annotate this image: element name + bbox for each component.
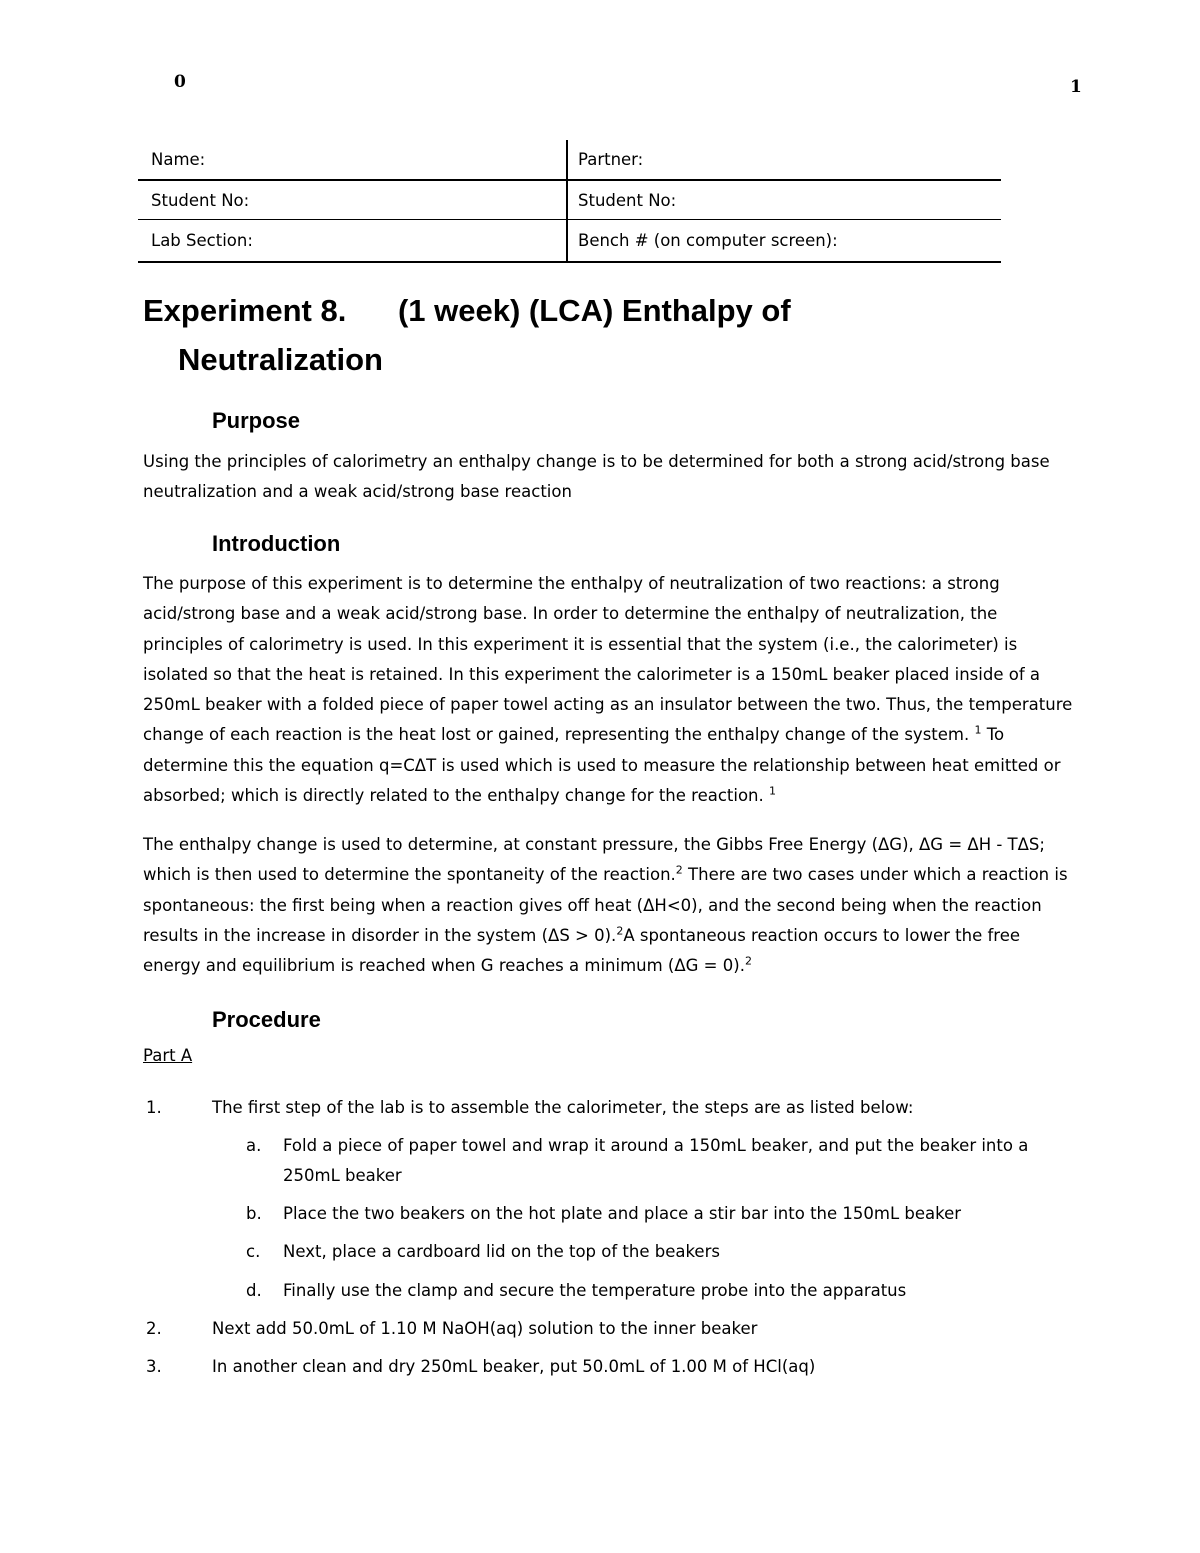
intro-p2-text-a: The enthalpy change is used to determine, at constant pressure, the Gibbs Free Energy (ΔG), ΔG = ΔH - TΔS; which is then used to determine the spontaneity of the reaction. <box>143 835 1045 885</box>
list-item <box>146 1314 757 1344</box>
experiment-title-line1: Experiment 8. (1 week) (LCA) Enthalpy of <box>143 293 791 328</box>
list-item <box>246 1199 1076 1229</box>
step-text: Next add 50.0mL of 1.10 M NaOH(aq) solution to the inner beaker <box>212 1319 758 1338</box>
experiment-title <box>143 286 1043 384</box>
info-row-lab-section <box>138 220 1001 263</box>
procedure-heading: Procedure <box>212 1007 321 1032</box>
intro-p2-citation-1: 2 <box>675 863 683 877</box>
list-item <box>246 1276 1076 1306</box>
intro-p1-citation-2: 1 <box>769 784 776 798</box>
substep-text: Fold a piece of paper towel and wrap it around a 150mL beaker, and put the beaker into a 250mL beaker <box>283 1136 1029 1186</box>
lab-section-field-label: Lab Section: <box>138 220 568 261</box>
list-item <box>246 1237 1076 1267</box>
list-item <box>246 1131 1076 1192</box>
partner-student-no-field-label: Student No: <box>578 190 677 210</box>
name-field-label: Name: <box>138 140 568 179</box>
step-marker: 1. <box>146 1098 162 1117</box>
introduction-paragraph-1 <box>143 569 1073 811</box>
substep-marker: a. <box>246 1136 262 1155</box>
bench-number-field-label: Bench # (on computer screen): <box>578 231 838 250</box>
purpose-text: Using the principles of calorimetry an enthalpy change is to be determined for both a strong acid/strong base neutralization and a weak acid/strong base reaction <box>143 452 1050 502</box>
list-item <box>146 1352 815 1382</box>
intro-p2-text-c: A spontaneous reaction occurs to lower the free energy and equilibrium is reached when G reaches a minimum (ΔG = 0). <box>143 925 1020 976</box>
list-item <box>146 1093 913 1123</box>
info-row-name <box>138 140 1001 181</box>
part-a-label: Part A <box>143 1046 193 1065</box>
step-marker: 2. <box>146 1319 162 1338</box>
purpose-heading: Purpose <box>212 408 301 433</box>
introduction-heading: Introduction <box>212 531 341 556</box>
intro-p2-text-b: There are two cases under which a reaction is spontaneous: the first being when a reaction gives off heat (ΔH<0), and the second being when the reaction results in the increase in disorder in the system (ΔS > 0). <box>143 865 1068 945</box>
substep-text: Place the two beakers on the hot plate and place a stir bar into the 150mL beaker <box>283 1204 962 1223</box>
substep-text: Finally use the clamp and secure the temperature probe into the apparatus <box>283 1281 907 1300</box>
substep-text: Next, place a cardboard lid on the top of the beakers <box>283 1242 720 1261</box>
experiment-title-line2: Neutralization <box>178 342 383 377</box>
intro-p1-text-a: The purpose of this experiment is to determine the enthalpy of neutralization of two reactions: a strong acid/strong base and a weak acid/strong base. In order to determine the enthalpy of neutralization, the principles of calorimetry is used. In this experiment it is essential that the system (i.e., the calorimeter) is isolated so that the heat is retained. In this experiment the calorimeter is a 150mL beaker placed inside of a 250mL beaker with a folded piece of paper towel acting as an insulator between the two. Thus, the temperature change of each reaction is the heat lost or gained, representing the enthalpy change of the system. <box>143 574 1073 745</box>
introduction-paragraph-2 <box>143 830 1073 981</box>
page-number-left: 0 <box>174 72 186 92</box>
substep-marker: c. <box>246 1242 261 1261</box>
step-text: The first step of the lab is to assemble the calorimeter, the steps are as listed below: <box>212 1098 914 1117</box>
substep-marker: b. <box>246 1204 262 1223</box>
intro-p2-citation-3: 2 <box>744 954 752 968</box>
step-text: In another clean and dry 250mL beaker, put 50.0mL of 1.00 M of HCl(aq) <box>212 1357 816 1376</box>
student-no-field-label: Student No: <box>138 181 568 219</box>
intro-p1-citation-1: 1 <box>974 723 982 737</box>
student-info-table <box>138 140 1001 263</box>
info-row-student-no <box>138 181 1001 220</box>
intro-p2-citation-2: 2 <box>616 924 624 938</box>
page-number-right: 1 <box>1070 77 1082 97</box>
partner-field-label: Partner: <box>578 150 644 169</box>
step-marker: 3. <box>146 1357 162 1376</box>
substep-marker: d. <box>246 1281 262 1300</box>
intro-p1-text-b: To determine this the equation q=CΔT is used which is used to measure the relationship between heat emitted or absorbed; which is directly related to the enthalpy change for the reaction. <box>143 725 1061 806</box>
